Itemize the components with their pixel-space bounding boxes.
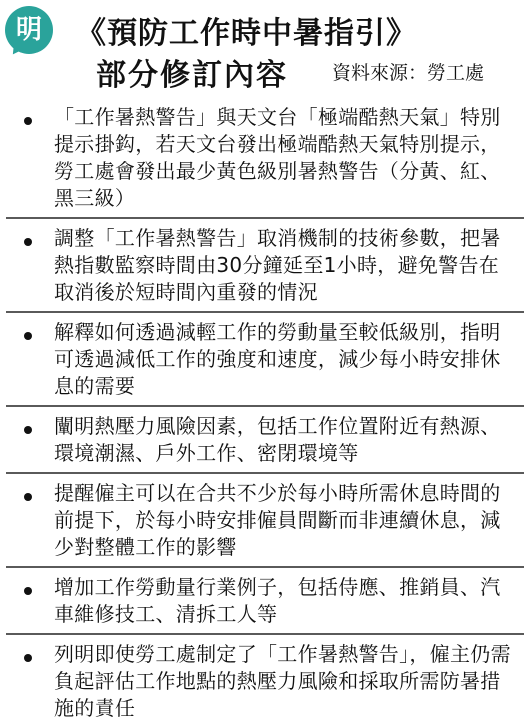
list-item (6, 405, 524, 472)
list-item-text: 「工作暑熱警告」與天文台「極端酷熱天氣」特別提示掛鈎，若天文台發出極端酷熱天氣特別提示，勞工處會發出最少黃色級別暑熱警告（分黃、紅、黑三級） (54, 105, 501, 210)
list-item (6, 311, 524, 405)
list-item (6, 96, 524, 217)
page-subtitle: 部分修訂內容 (96, 58, 288, 93)
list-item-text: 列明即使勞工處制定了「工作暑熱警告」，僱主仍需負起評估工作地點的熱壓力風險和採取所需防暑措施的責任 (54, 642, 511, 720)
list-item (6, 566, 524, 633)
bullet-icon (24, 117, 32, 125)
bullet-icon (24, 332, 32, 340)
list-item-text: 解釋如何透過減輕工作的勞動量至較低級別，指明可透過減低工作的強度和速度，減少每小時安排休息的需要 (54, 320, 501, 398)
bullet-icon (24, 493, 32, 501)
header (0, 0, 530, 100)
page-title: 《預防工作時中暑指引》 (76, 16, 417, 51)
list-item-text: 增加工作勞動量行業例子，包括侍應、推銷員、汽車維修技工、清拆工人等 (54, 575, 501, 626)
logo-text: 明 (15, 15, 42, 45)
bullet-icon (24, 654, 32, 662)
list-item-text: 闡明熱壓力風險因素，包括工作位置附近有熱源、環境潮濕、戶外工作、密閉環境等 (54, 414, 501, 465)
list-item-text: 提醒僱主可以在合共不少於每小時所需休息時間的前提下，於每小時安排僱員間斷而非連續休息，減少對整體工作的影響 (54, 481, 501, 559)
bullet-icon (24, 426, 32, 434)
list-item (6, 633, 524, 727)
list-item-text: 調整「工作暑熱警告」取消機制的技術參數，把暑熱指數監察時間由30分鐘延至1小時，避免警告在取消後於短時間內重發的情況 (54, 226, 501, 304)
revision-list (6, 96, 524, 727)
list-item (6, 217, 524, 311)
bullet-icon (24, 587, 32, 595)
source-note: 資料來源：勞工處 (332, 62, 485, 84)
list-item (6, 472, 524, 566)
bullet-icon (24, 238, 32, 246)
